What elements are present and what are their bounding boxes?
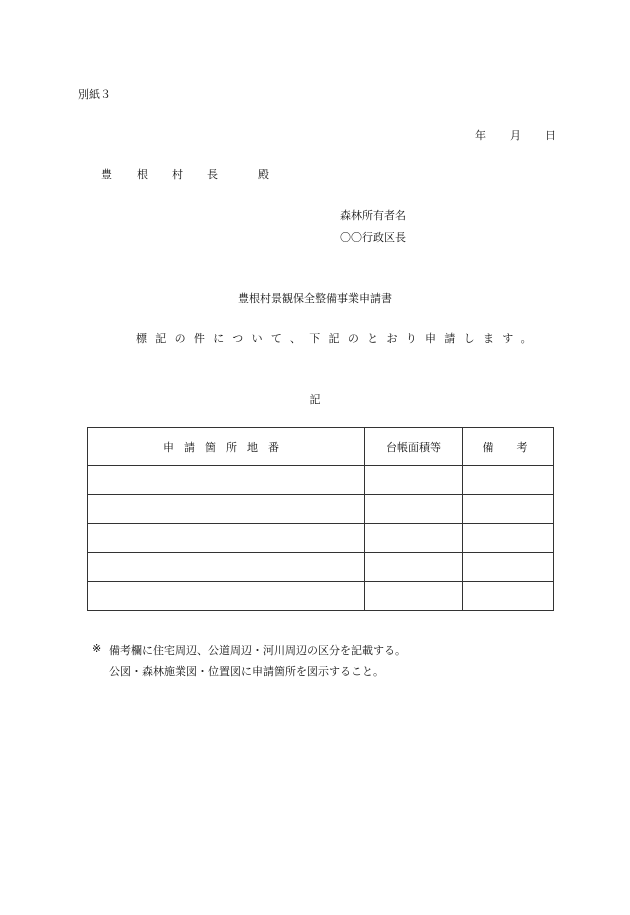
cell-area[interactable]: [365, 524, 463, 553]
cell-location[interactable]: [88, 495, 365, 524]
header-remarks: 備 考: [463, 428, 554, 466]
date-year-label: 年: [475, 129, 486, 142]
cell-location[interactable]: [88, 524, 365, 553]
table-header-row: [88, 428, 554, 466]
cell-remarks[interactable]: [463, 524, 554, 553]
cell-area[interactable]: [365, 466, 463, 495]
owner-name: 〇〇行政区長: [340, 231, 406, 244]
cell-remarks[interactable]: [463, 466, 554, 495]
intro-text: 標記の件について、下記のとおり申請します。: [136, 332, 540, 345]
cell-remarks[interactable]: [463, 495, 554, 524]
note-line: 備考欄に住宅周辺、公道周辺・河川周辺の区分を記載する。: [109, 644, 406, 657]
owner-label: 森林所有者名: [340, 209, 406, 222]
date-day-label: 日: [545, 129, 556, 142]
cell-location[interactable]: [88, 582, 365, 611]
table-row: [88, 553, 554, 582]
ki-heading: 記: [309, 393, 321, 406]
table-row: [88, 524, 554, 553]
attachment-label: 別紙３: [78, 88, 111, 101]
cell-area[interactable]: [365, 582, 463, 611]
application-table: [87, 427, 554, 611]
header-area: 台帳面積等: [365, 428, 463, 466]
note-line: 公図・森林施業図・位置図に申請箇所を図示すること。: [109, 665, 384, 678]
addressee-honorific: 殿: [258, 168, 269, 181]
table-row: [88, 495, 554, 524]
cell-location[interactable]: [88, 466, 365, 495]
table-row: [88, 466, 554, 495]
table-row: [88, 582, 554, 611]
header-location: 申請箇所地番: [88, 428, 365, 466]
cell-area[interactable]: [365, 495, 463, 524]
note-mark: ※: [92, 642, 102, 655]
cell-remarks[interactable]: [463, 553, 554, 582]
date-month-label: 月: [510, 129, 521, 142]
cell-area[interactable]: [365, 553, 463, 582]
addressee-char: 村: [172, 168, 183, 181]
cell-location[interactable]: [88, 553, 365, 582]
addressee-char: 豊: [101, 168, 112, 181]
addressee-char: 長: [207, 168, 218, 181]
cell-remarks[interactable]: [463, 582, 554, 611]
document-title: 豊根村景観保全整備事業申請書: [238, 292, 392, 305]
addressee-char: 根: [137, 168, 148, 181]
